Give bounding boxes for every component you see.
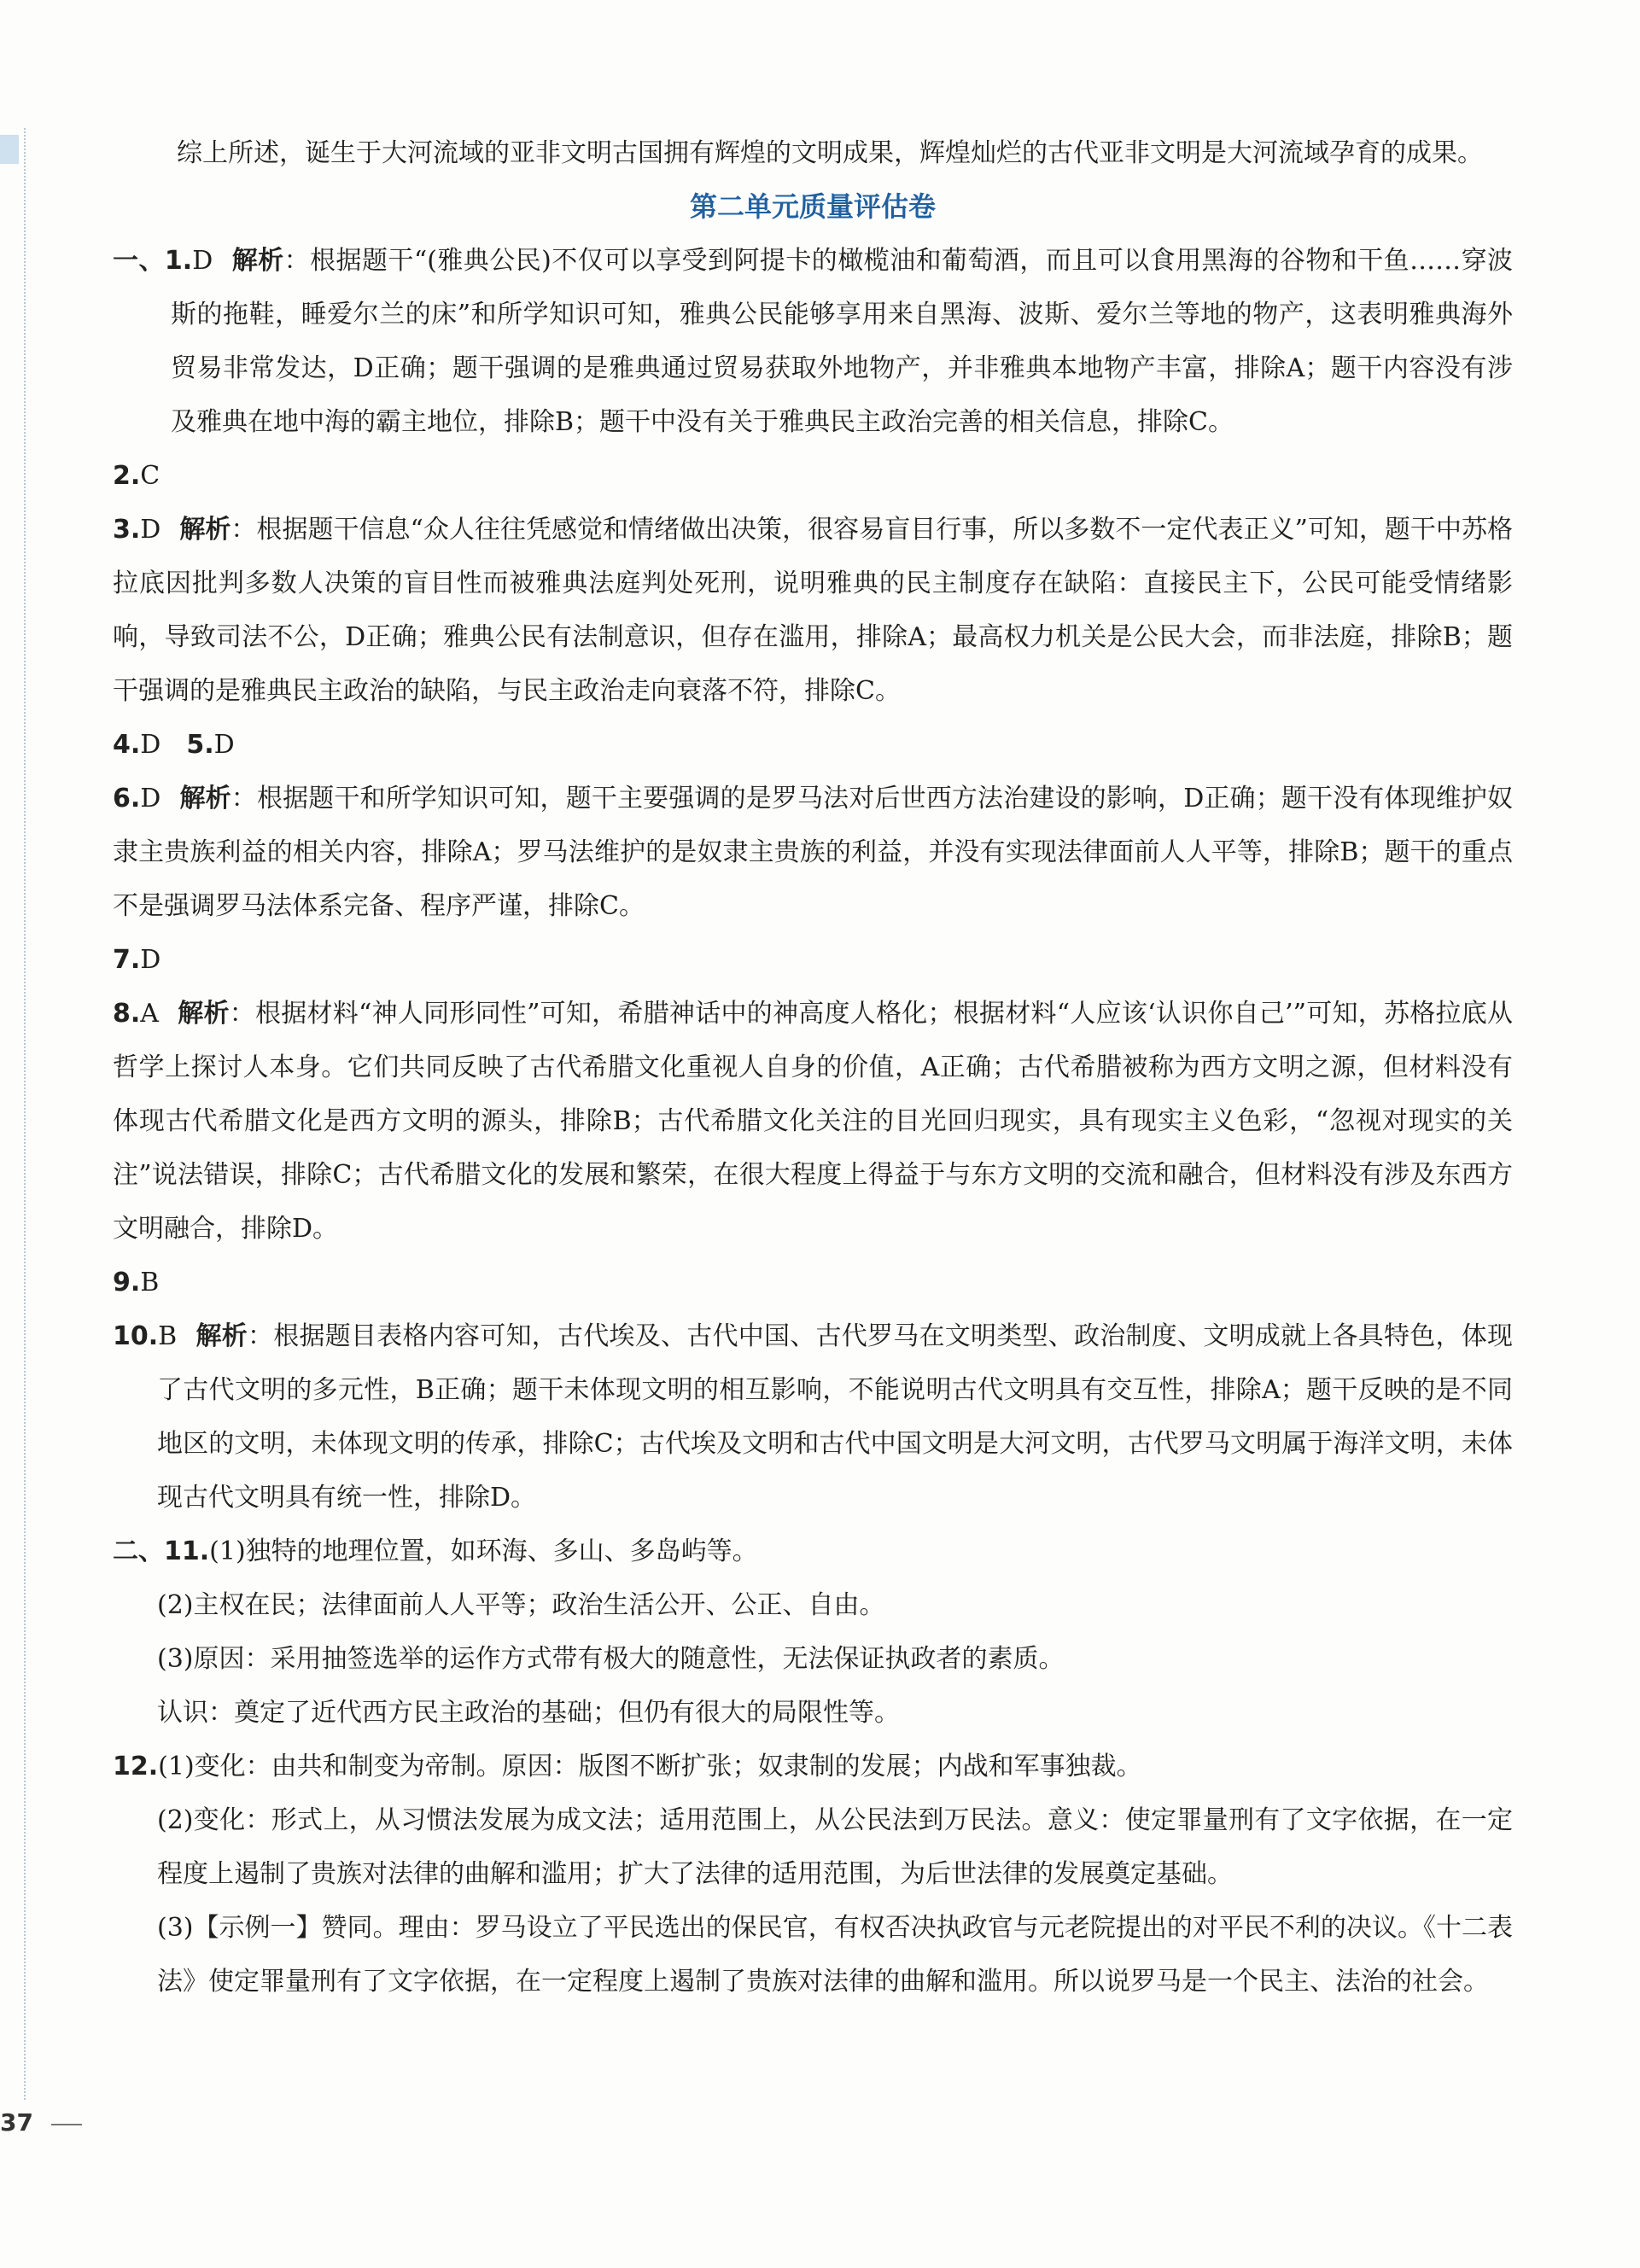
answer-letter: D bbox=[140, 784, 161, 813]
analysis-label: 解析 bbox=[196, 1321, 248, 1351]
analysis-label: 解析 bbox=[231, 246, 284, 276]
question-number: 8. bbox=[113, 999, 141, 1029]
answer-item-1 bbox=[113, 234, 1513, 449]
section-prefix: 二、 bbox=[113, 1536, 164, 1566]
answer-item-12 bbox=[113, 1740, 1513, 1793]
question-number: 4. bbox=[113, 730, 141, 760]
answer-letter: A bbox=[140, 999, 159, 1029]
margin-guide-line bbox=[24, 128, 26, 2100]
answer-letter: D bbox=[192, 246, 213, 276]
answer-item-4-5 bbox=[113, 718, 1513, 772]
answer-item-6 bbox=[113, 772, 1513, 933]
question-number: 6. bbox=[113, 784, 141, 813]
analysis-text: ：根据题目表格内容可知，古代埃及、古代中国、古代罗马在文明类型、政治制度、文明成就上各具特色，体现了古代文明的多元性，B正确；题干未体现文明的相互影响，不能说明古代文明具有交互性，排除A；题干反映的是不同地区的文明，未体现文明的传承，排除C；古代埃及文明和古代中国文明是大河文明，古代罗马文明属于海洋文明，未体现古代文明具有统一性，排除D。 bbox=[157, 1321, 1514, 1513]
answer-item-9 bbox=[113, 1256, 1513, 1309]
answer-content bbox=[113, 126, 1513, 2009]
answer-letter: D bbox=[140, 730, 161, 760]
section-title: 第二单元质量评估卷 bbox=[689, 190, 936, 223]
analysis-text: ：根据题干“(雅典公民)不仅可以享受到阿提卡的橄榄油和葡萄酒，而且可以食用黑海的谷物和干鱼……穿波斯的拖鞋，睡爱尔兰的床”和所学知识可知，雅典公民能够享用来自黑海、波斯、爱尔兰等地的物产，这表明雅典海外贸易非常发达，D正确；题干强调的是雅典通过贸易获取外地物产，并非雅典本地物产丰富，排除A；题干内容没有涉及雅典在地中海的霸主地位，排除B；题干中没有关于雅典民主政治完善的相关信息，排除C。 bbox=[171, 246, 1514, 437]
question-number: 1. bbox=[164, 246, 193, 276]
question-number: 3. bbox=[113, 515, 141, 545]
answer-item-11 bbox=[113, 1525, 1513, 1578]
sub-answer-1: (1)独特的地理位置，如环海、多山、多岛屿等。 bbox=[209, 1536, 758, 1566]
sub-answer-2: (2)主权在民；法律面前人人平等；政治生活公开、公正、自由。 bbox=[157, 1590, 885, 1620]
analysis-text: ：根据题干和所学知识可知，题干主要强调的是罗马法对后世西方法治建设的影响，D正确；题干没有体现维护奴隶主贵族利益的相关内容，排除A；罗马法维护的是奴隶主贵族的利益，并没有实现法律面前人人平等，排除B；题干的重点不是强调罗马法体系完备、程序严谨，排除C。 bbox=[113, 784, 1514, 921]
answer-letter: D bbox=[140, 515, 161, 545]
answer-letter: B bbox=[158, 1321, 178, 1351]
question-number: 2. bbox=[113, 461, 141, 491]
answer-item-7 bbox=[113, 933, 1513, 987]
analysis-label: 解析 bbox=[179, 515, 231, 545]
analysis-text: ：根据题干信息“众人往往凭感觉和情绪做出决策，很容易盲目行事，所以多数不一定代表正义”可知，题干中苏格拉底因批判多数人决策的盲目性而被雅典法庭判处死刑，说明雅典的民主制度存在缺陷：直接民主下，公民可能受情绪影响，导致司法不公，D正确；雅典公民有法制意识，但存在滥用，排除A；最高权力机关是公民大会，而非法庭，排除B；题干强调的是雅典民主政治的缺陷，与民主政治走向衰落不符，排除C。 bbox=[113, 515, 1513, 706]
answer-letter: B bbox=[140, 1268, 160, 1297]
analysis-label: 解析 bbox=[179, 784, 231, 813]
analysis-label: 解析 bbox=[177, 999, 230, 1029]
section-prefix: 一、 bbox=[113, 246, 165, 276]
answer-letter: C bbox=[140, 461, 160, 491]
answer-letter: D bbox=[140, 945, 161, 975]
analysis-text: ：根据材料“神人同形同性”可知，希腊神话中的神高度人格化；根据材料“人应该‘认识你自己’”可知，苏格拉底从哲学上探讨人本身。它们共同反映了古代希腊文化重视人自身的价值，A正确；古代希腊被称为西方文明之源，但材料没有体现古代希腊文化是西方文明的源头，排除B；古代希腊文化关注的目光回归现实，具有现实主义色彩，“忽视对现实的关注”说法错误，排除C；古代希腊文化的发展和繁荣，在很大程度上得益于与东方文明的交流和融合，但材料没有涉及东西方文明融合，排除D。 bbox=[113, 999, 1514, 1244]
question-number: 12. bbox=[113, 1752, 159, 1781]
answer-item-2 bbox=[113, 449, 1513, 503]
question-number: 5. bbox=[186, 730, 214, 760]
intro-paragraph: 综上所述，诞生于大河流域的亚非文明古国拥有辉煌的文明成果，辉煌灿烂的古代亚非文明是大河流域孕育的成果。 bbox=[177, 138, 1483, 168]
answer-item-10 bbox=[113, 1309, 1513, 1525]
question-number: 7. bbox=[113, 945, 141, 975]
answer-item-3 bbox=[113, 503, 1513, 718]
sub-answer-3: (3)原因：采用抽签选举的运作方式带有极大的随意性，无法保证执政者的素质。 bbox=[157, 1644, 1065, 1674]
question-number: 10. bbox=[113, 1321, 159, 1351]
page-number: 37 bbox=[0, 2108, 33, 2137]
answer-letter: D bbox=[213, 730, 235, 760]
question-number: 9. bbox=[113, 1268, 141, 1297]
sub-answer-3-understanding: 认识：奠定了近代西方民主政治的基础；但仍有很大的局限性等。 bbox=[157, 1698, 900, 1728]
margin-tab bbox=[0, 135, 19, 164]
sub-answer-3: (3)【示例一】赞同。理由：罗马设立了平民选出的保民官，有权否决执政官与元老院提出的对平民不利的决议。《十二表法》使定罪量刑有了文字依据，在一定程度上遏制了贵族对法律的曲解和滥用。所以说罗马是一个民主、法治的社会。 bbox=[157, 1913, 1513, 1997]
page-number-dash bbox=[51, 2124, 82, 2125]
sub-answer-1: (1)变化：由共和制变为帝制。原因：版图不断扩张；奴隶制的发展；内战和军事独裁。 bbox=[158, 1752, 1142, 1781]
question-number: 11. bbox=[164, 1536, 210, 1566]
answer-item-8 bbox=[113, 987, 1513, 1256]
sub-answer-2: (2)变化：形式上，从习惯法发展为成文法；适用范围上，从公民法到万民法。意义：使定罪量刑有了文字依据，在一定程度上遏制了贵族对法律的曲解和滥用；扩大了法律的适用范围，为后世法律的发展奠定基础。 bbox=[157, 1805, 1513, 1889]
